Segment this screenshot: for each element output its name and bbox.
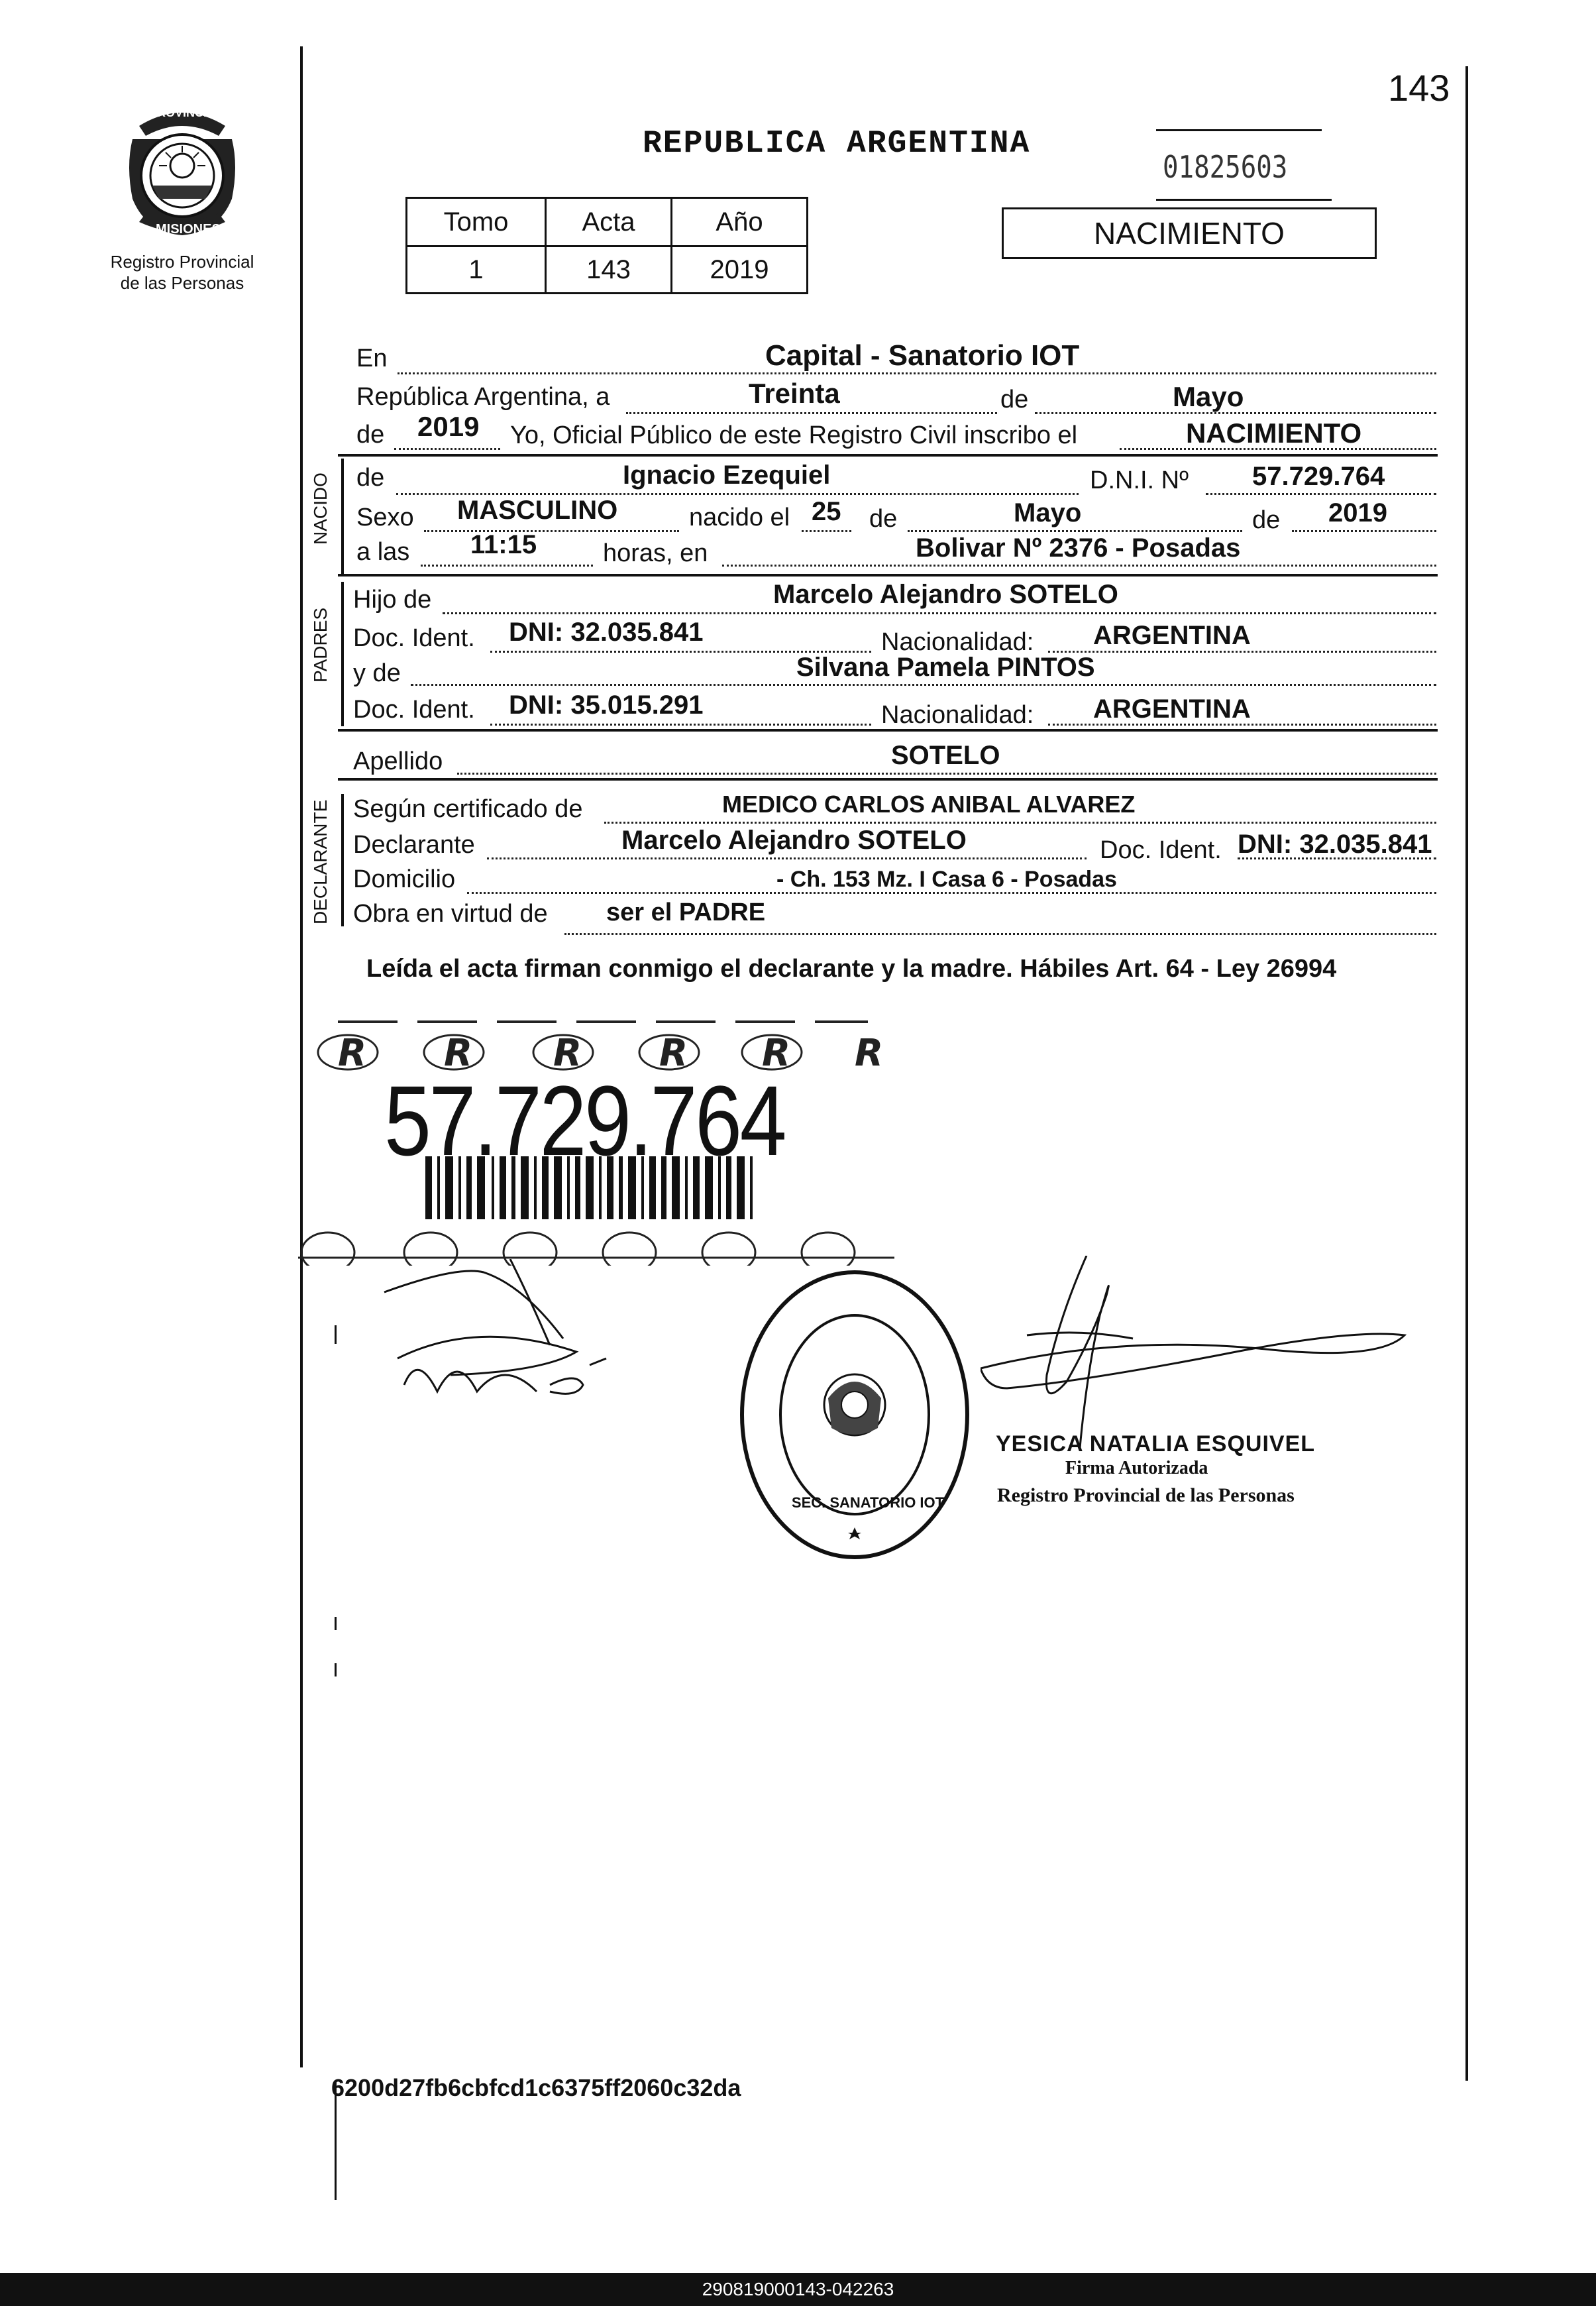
svg-text:R: R [762, 1032, 791, 1075]
anio-dots [394, 448, 500, 450]
en-value: Capital - Sanatorio IOT [765, 339, 1080, 372]
certificado-label: Según certificado de [353, 795, 583, 823]
madre-nac-label: Nacionalidad: [881, 701, 1034, 729]
dia-nac-dots [802, 530, 851, 532]
obra-value: ser el PADRE [606, 899, 766, 926]
declarante-bracket [341, 794, 344, 926]
table-header-anio: Año [672, 198, 808, 247]
padres-section-label: PADRES [310, 607, 331, 683]
mes-nac-dots [908, 530, 1242, 532]
lugar-dots [722, 565, 1436, 567]
dia-nac-value: 25 [812, 497, 841, 526]
madre-doc-label: Doc. Ident. [353, 696, 475, 724]
certificado-dots [604, 822, 1436, 824]
left-tick-3 [335, 1663, 337, 1676]
dni-value: 57.729.764 [1252, 462, 1385, 491]
anio-nac-value: 2019 [1328, 498, 1387, 527]
intro-rule [338, 454, 1438, 457]
sexo-dots [424, 530, 679, 532]
de-label-2: de [356, 421, 385, 449]
closing-text: Leída el acta firman conmigo el declarante y la madre. Hábiles Art. 64 - Ley 26994 [366, 955, 1337, 983]
padre-nac-label: Nacionalidad: [881, 628, 1034, 656]
padres-rule [338, 729, 1438, 732]
alas-label: a las [356, 538, 410, 566]
hora-dots [421, 565, 593, 567]
obra-label: Obra en virtud de [353, 900, 548, 928]
footer-code-bar: 290819000143-042263 [0, 2273, 1596, 2306]
nombre-dots [396, 493, 1079, 495]
apellido-dots [457, 773, 1436, 775]
madre-doc-value: DNI: 35.015.291 [509, 690, 704, 720]
sexo-label: Sexo [356, 504, 414, 531]
declarante-doc-value: DNI: 32.035.841 [1238, 830, 1432, 859]
de-label-1: de [1000, 386, 1029, 413]
nacido-bracket [341, 459, 344, 575]
table-header-acta: Acta [546, 198, 672, 247]
padre-nac-value: ARGENTINA [1093, 621, 1251, 650]
domicilio-label: Domicilio [353, 865, 456, 893]
madre-dots [411, 684, 1436, 686]
serial-bottom-rule [1156, 199, 1332, 201]
declarante-doc-label: Doc. Ident. [1100, 836, 1222, 864]
domicilio-value: - Ch. 153 Mz. I Casa 6 - Posadas [776, 867, 1117, 892]
dni-label: D.N.I. Nº [1090, 467, 1189, 494]
certificado-value: MEDICO CARLOS ANIBAL ALVAREZ [722, 791, 1136, 818]
nombre-value: Ignacio Ezequiel [623, 461, 831, 490]
dia-value: Treinta [749, 378, 840, 409]
svg-text:R: R [855, 1032, 884, 1075]
table-value-anio: 2019 [672, 247, 808, 294]
svg-text:R: R [338, 1032, 367, 1075]
yde-label: y de [353, 659, 401, 687]
svg-text:R: R [553, 1032, 582, 1075]
hijo-label: Hijo de [353, 586, 432, 614]
org-name-line1: Registro Provincial [110, 252, 254, 272]
nacido-el-label: nacido el [689, 504, 790, 531]
madre-doc-dots [490, 724, 871, 726]
dni-dots [1206, 493, 1436, 495]
padre-dots [443, 612, 1436, 614]
org-name-line2: de las Personas [120, 273, 244, 293]
apellido-label: Apellido [353, 747, 443, 775]
official-signature [981, 1256, 1431, 1455]
document-hash: 6200d27fb6cbfcd1c6375ff2060c32da [331, 2074, 741, 2101]
madre-nac-value: ARGENTINA [1093, 694, 1251, 724]
tipo-value: NACIMIENTO [1186, 417, 1362, 449]
anio-nac-dots [1292, 530, 1436, 532]
apellido-rule [338, 778, 1438, 781]
en-label: En [356, 345, 388, 372]
nacido-rule [338, 574, 1438, 576]
declarante-label: Declarante [353, 831, 475, 859]
dni-sticker-number: 57.729.764 [384, 1065, 785, 1176]
en-dots [398, 372, 1436, 374]
declarante-value: Marcelo Alejandro SOTELO [621, 826, 967, 855]
svg-text:R: R [444, 1032, 473, 1075]
table-value-acta: 143 [546, 247, 672, 294]
official-org: Registro Provincial de las Personas [997, 1484, 1295, 1506]
padre-nac-dots [1048, 651, 1436, 653]
table-header-tomo: Tomo [407, 198, 546, 247]
table-value-tomo: 1 [407, 247, 546, 294]
official-stamp [735, 1266, 974, 1564]
declarante-signature [378, 1259, 682, 1425]
padres-bracket [341, 582, 344, 726]
madre-value: Silvana Pamela PINTOS [796, 653, 1095, 682]
sexo-value: MASCULINO [457, 496, 618, 525]
registry-table [405, 197, 808, 294]
province-seal [113, 99, 252, 242]
page-title: REPUBLICA ARGENTINA [643, 126, 1031, 162]
left-tick-1 [335, 1325, 337, 1344]
oficial-text: Yo, Oficial Público de este Registro Civil inscribo el [510, 421, 1078, 449]
horas-label: horas, en [603, 539, 708, 567]
hora-value: 11:15 [470, 530, 537, 559]
nacido-de-label-2: de [869, 505, 898, 533]
obra-dots [564, 933, 1436, 935]
svg-text:R: R [659, 1032, 688, 1075]
official-name: YESICA NATALIA ESQUIVEL [996, 1431, 1316, 1456]
padre-value: Marcelo Alejandro SOTELO [773, 580, 1118, 609]
anio-value: 2019 [417, 411, 480, 442]
right-frame-line [1465, 66, 1468, 2081]
dia-dots [626, 412, 997, 414]
declarante-dots [487, 857, 1087, 859]
serial-number: 01825603 [1163, 149, 1288, 185]
page-number: 143 [1388, 67, 1450, 109]
declarante-section-label: DECLARANTE [310, 799, 331, 924]
seal-text-bottom: MISIONES [156, 222, 221, 237]
nacido-de-label: de [356, 464, 385, 492]
serial-top-rule [1156, 129, 1322, 131]
mes-nac-value: Mayo [1014, 498, 1082, 527]
seal-text-top: PROVINCIA DE [149, 106, 235, 119]
left-tick-2 [335, 1617, 337, 1630]
padre-doc-value: DNI: 32.035.841 [509, 618, 704, 647]
doc-type-box: NACIMIENTO [1002, 207, 1377, 259]
stamp-inner-text: SEC. SANATORIO IOT [791, 1494, 945, 1511]
nacido-section-label: NACIDO [310, 472, 331, 545]
nacido-de-label-3: de [1252, 506, 1281, 534]
padre-doc-label: Doc. Ident. [353, 624, 475, 652]
lugar-value: Bolivar Nº 2376 - Posadas [916, 533, 1241, 563]
republica-label: República Argentina, a [356, 383, 610, 411]
official-role: Firma Autorizada [1065, 1458, 1208, 1478]
apellido-value: SOTELO [891, 741, 1000, 770]
mes-value: Mayo [1173, 381, 1244, 412]
